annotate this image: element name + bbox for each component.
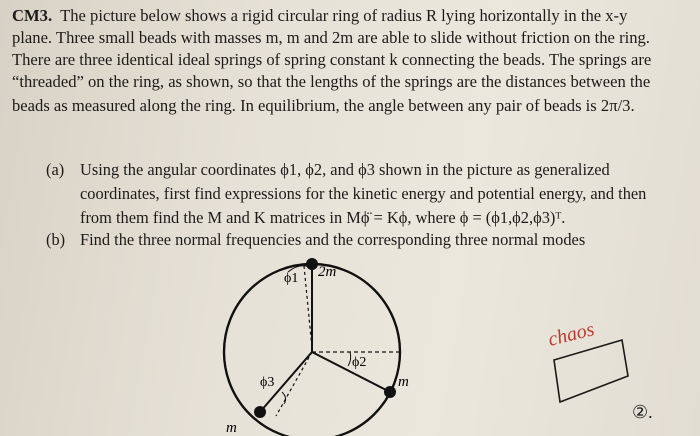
- part-a-line-1: Using the angular coordinates ϕ1, ϕ2, and ϕ3 shown in the picture as generalized: [80, 160, 610, 179]
- part-a-line-3: from them find the M and K matrices in Mϕ̈ = Kϕ, where ϕ = (ϕ1,ϕ2,ϕ3)ᵀ.: [80, 208, 566, 227]
- phi1-reference-line: [304, 266, 312, 348]
- problem-line-1: [12, 6, 627, 26]
- part-a-line-2: coordinates, first find expressions for the kinetic energy and potential energy, and then: [80, 184, 647, 203]
- handwritten-box: [554, 340, 628, 402]
- bottom-bead: [254, 406, 266, 418]
- bottom-mass-label: m: [226, 420, 237, 436]
- part-b-line-1: Find the three normal frequencies and the corresponding three normal modes: [80, 230, 586, 249]
- handwritten-word: chaos: [545, 318, 597, 351]
- part-a-label: (a): [46, 160, 65, 179]
- phi2-arc: [348, 352, 351, 366]
- top-bead: [306, 258, 318, 270]
- top-mass-label: 2m: [318, 264, 337, 280]
- phi3-label: ϕ3: [260, 375, 275, 390]
- phi3-reference-line: [276, 352, 312, 416]
- right-bead: [384, 386, 396, 398]
- handwritten-mark: ②.: [632, 402, 653, 422]
- phi2-label: ϕ2: [352, 355, 367, 370]
- ring-figure: [200, 252, 440, 436]
- handwritten-scribbles: [520, 300, 700, 436]
- part-b-label: (b): [46, 230, 66, 249]
- right-mass-label: m: [398, 374, 409, 390]
- problem-text-1: The picture below shows a rigid circular ring of radius R lying horizontally in the x-y: [60, 6, 628, 25]
- problem-line-5: beads as measured along the ring. In equilibrium, the angle between any pair of beads is 2π/3.: [12, 96, 635, 115]
- problem-label: CM3.: [12, 6, 53, 25]
- problem-line-3: There are three identical ideal springs of spring constant k connecting the beads. The springs are: [12, 50, 652, 69]
- phi1-label: ϕ1: [284, 271, 299, 286]
- phi3-arc: [282, 392, 286, 404]
- problem-line-4: “threaded” on the ring, as shown, so that the lengths of the springs are the distances between the: [12, 72, 651, 91]
- problem-line-2: plane. Three small beads with masses m, m and 2m are able to slide without friction on the ring.: [12, 28, 650, 47]
